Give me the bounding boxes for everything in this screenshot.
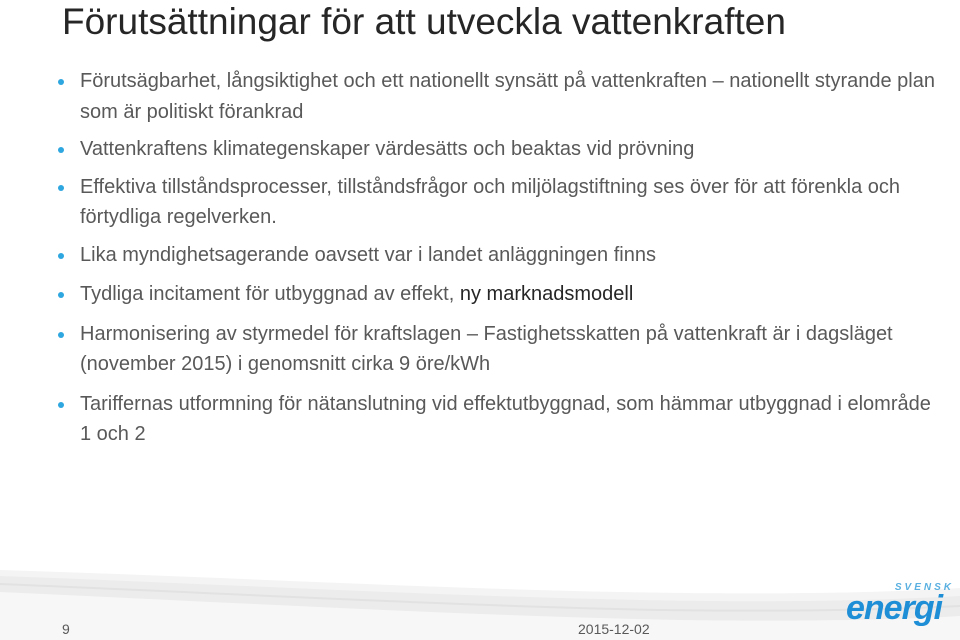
bullet-item <box>58 319 938 380</box>
slide-date: 2015-12-02 <box>578 621 650 637</box>
bullet-text: Vattenkraftens klimategenskaper värdesätts och beaktas vid prövning <box>80 138 695 160</box>
bullet-dot-icon <box>58 402 64 408</box>
bullet-item <box>58 279 938 310</box>
bullet-item <box>58 240 938 271</box>
page-number: 9 <box>62 621 70 637</box>
logo-top-text: SVENSK <box>894 582 954 593</box>
bullet-item <box>58 66 938 127</box>
footer-wave-decoration <box>0 562 960 640</box>
bullet-text: Harmonisering av styrmedel för kraftslagen – Fastighetsskatten på vattenkraft är i dagsläget (november 2015) i genomsnitt cirka 9 öre/kWh <box>80 322 893 375</box>
bullet-highlight: ny marknadsmodell <box>459 283 634 305</box>
bullet-text: Tydliga incitament för utbyggnad av effekt, <box>80 283 460 305</box>
bullet-list <box>58 66 938 450</box>
slide-title: Förutsättningar för att utveckla vattenkraften <box>62 1 786 42</box>
bullet-text: Effektiva tillståndsprocesser, tillståndsfrågor och miljölagstiftning ses över för att förenkla och förtydliga regelverken. <box>80 175 901 228</box>
bullet-text: Lika myndighetsagerande oavsett var i landet anläggningen finns <box>80 243 656 266</box>
bullet-item <box>58 389 938 450</box>
logo-main-text: energi <box>846 589 943 627</box>
bullet-text: Förutsägbarhet, långsiktighet och ett nationellt synsätt på vattenkraften – nationellt styrande plan som är politiskt förankrad <box>80 70 935 123</box>
bullet-dot-icon <box>58 79 64 85</box>
bullet-dot-icon <box>58 292 64 298</box>
bullet-item <box>58 172 938 233</box>
bullet-text: Tariffernas utformning för nätanslutning vid effektutbyggnad, som hämmar utbyggnad i elområde 1 och 2 <box>80 392 931 445</box>
bullet-dot-icon <box>58 185 64 191</box>
bullet-dot-icon <box>58 253 64 259</box>
svensk-energi-logo <box>846 582 960 628</box>
bullet-dot-icon <box>58 332 64 338</box>
bullet-item <box>58 134 938 165</box>
bullet-dot-icon <box>58 147 64 153</box>
